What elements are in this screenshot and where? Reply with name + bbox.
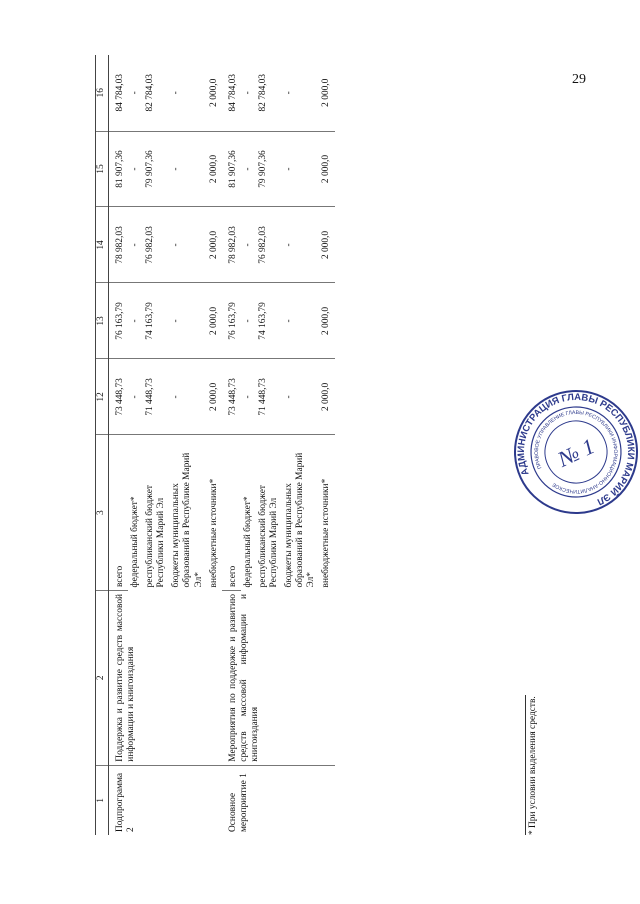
- value-cell: -: [169, 207, 206, 283]
- value-cell: 82 784,03: [143, 55, 169, 131]
- funding-source: всего: [109, 435, 129, 591]
- header-cell: 3: [96, 435, 109, 591]
- value-cell: 78 982,03: [109, 207, 129, 283]
- value-cell: 73 448,73: [222, 359, 241, 435]
- row-name: Поддержка и развитие средств массовой информации и книгоиздания: [109, 590, 222, 765]
- header-cell: 12: [96, 359, 109, 435]
- funding-source: бюджеты муниципальных образований в Республике Марий Эл*: [171, 452, 204, 588]
- value-cell: 2 000,0: [207, 207, 222, 283]
- value-cell: 82 784,03: [256, 55, 282, 131]
- header-cell: 13: [96, 283, 109, 359]
- table-body: [109, 55, 335, 835]
- value-cell: 79 907,36: [256, 131, 282, 207]
- funding-source: внебюджетные источники*: [208, 478, 219, 588]
- value-cell: -: [241, 283, 256, 359]
- value-cell: 81 907,36: [109, 131, 129, 207]
- value-cell: 2 000,0: [319, 55, 334, 131]
- header-cell: 1: [96, 765, 109, 835]
- value-cell: 76 163,79: [222, 283, 241, 359]
- seal-inner-text: ПРАВОВОЕ УПРАВЛЕНИЕ ГЛАВЫ РЕСПУБЛИКИ ИНФОРМАЦИОННО-АНАЛИТИЧЕСКОЕ: [533, 409, 619, 495]
- funding-source: бюджеты муниципальных образований в Республике Марий Эл*: [284, 452, 317, 588]
- table-row: [222, 55, 241, 835]
- value-cell: 2 000,0: [207, 131, 222, 207]
- funding-source: республиканский бюджет Республики Марий Эл: [257, 485, 280, 588]
- row-code: Основное мероприятие 1: [227, 773, 249, 832]
- seal-ring-text: АДМИНИСТРАЦИЯ ГЛАВЫ РЕСПУБЛИКИ МАРИЙ ЭЛ: [515, 391, 637, 508]
- value-cell: 76 163,79: [109, 283, 129, 359]
- value-cell: 2 000,0: [207, 359, 222, 435]
- value-cell: 81 907,36: [222, 131, 241, 207]
- value-cell: -: [282, 131, 319, 207]
- value-cell: 2 000,0: [207, 283, 222, 359]
- value-cell: -: [169, 55, 206, 131]
- value-cell: -: [241, 359, 256, 435]
- header-cell: 16: [96, 55, 109, 131]
- value-cell: 2 000,0: [319, 207, 334, 283]
- value-cell: -: [282, 207, 319, 283]
- header-cell: 15: [96, 131, 109, 207]
- value-cell: 84 784,03: [222, 55, 241, 131]
- value-cell: 73 448,73: [109, 359, 129, 435]
- value-cell: 71 448,73: [143, 359, 169, 435]
- value-cell: -: [128, 131, 143, 207]
- value-cell: -: [241, 207, 256, 283]
- row-code: Подпрограмма 2: [115, 772, 137, 832]
- funding-source: республиканский бюджет Республики Марий Эл: [145, 485, 167, 588]
- value-cell: -: [282, 359, 319, 435]
- header-cell: 2: [96, 590, 109, 765]
- value-cell: 79 907,36: [143, 131, 169, 207]
- value-cell: -: [128, 359, 143, 435]
- value-cell: -: [241, 131, 256, 207]
- value-cell: 2 000,0: [319, 283, 334, 359]
- value-cell: 2 000,0: [319, 359, 334, 435]
- value-cell: 71 448,73: [256, 359, 282, 435]
- funding-source: федеральный бюджет*: [242, 496, 253, 588]
- page-number: 29: [572, 72, 586, 87]
- funding-source: внебюджетные источники*: [321, 478, 332, 588]
- value-cell: -: [282, 283, 319, 359]
- value-cell: 84 784,03: [109, 55, 129, 131]
- footnote: * При условии выделения средств.: [528, 696, 538, 835]
- value-cell: -: [128, 207, 143, 283]
- value-cell: -: [241, 55, 256, 131]
- value-cell: 74 163,79: [256, 283, 282, 359]
- value-cell: -: [169, 359, 206, 435]
- value-cell: -: [169, 131, 206, 207]
- value-cell: 76 982,03: [256, 207, 282, 283]
- value-cell: -: [128, 55, 143, 131]
- row-name: Мероприятия по поддержке и развитию средств массовой информации и книгоиздания: [222, 590, 335, 765]
- header-row: [96, 55, 109, 835]
- funding-source: федеральный бюджет*: [130, 496, 141, 588]
- value-cell: -: [128, 283, 143, 359]
- value-cell: 2 000,0: [319, 131, 334, 207]
- value-cell: -: [282, 55, 319, 131]
- funding-source: всего: [222, 435, 241, 591]
- value-cell: 2 000,0: [207, 55, 222, 131]
- official-seal: [512, 388, 640, 516]
- value-cell: 74 163,79: [143, 283, 169, 359]
- table-row: [109, 55, 129, 835]
- rotated-sheet: [95, 55, 555, 835]
- value-cell: 76 982,03: [143, 207, 169, 283]
- value-cell: 78 982,03: [222, 207, 241, 283]
- budget-table: [95, 55, 335, 835]
- value-cell: -: [169, 283, 206, 359]
- seal-number: № 1: [554, 433, 599, 472]
- footnote-divider: [525, 695, 526, 835]
- header-cell: 14: [96, 207, 109, 283]
